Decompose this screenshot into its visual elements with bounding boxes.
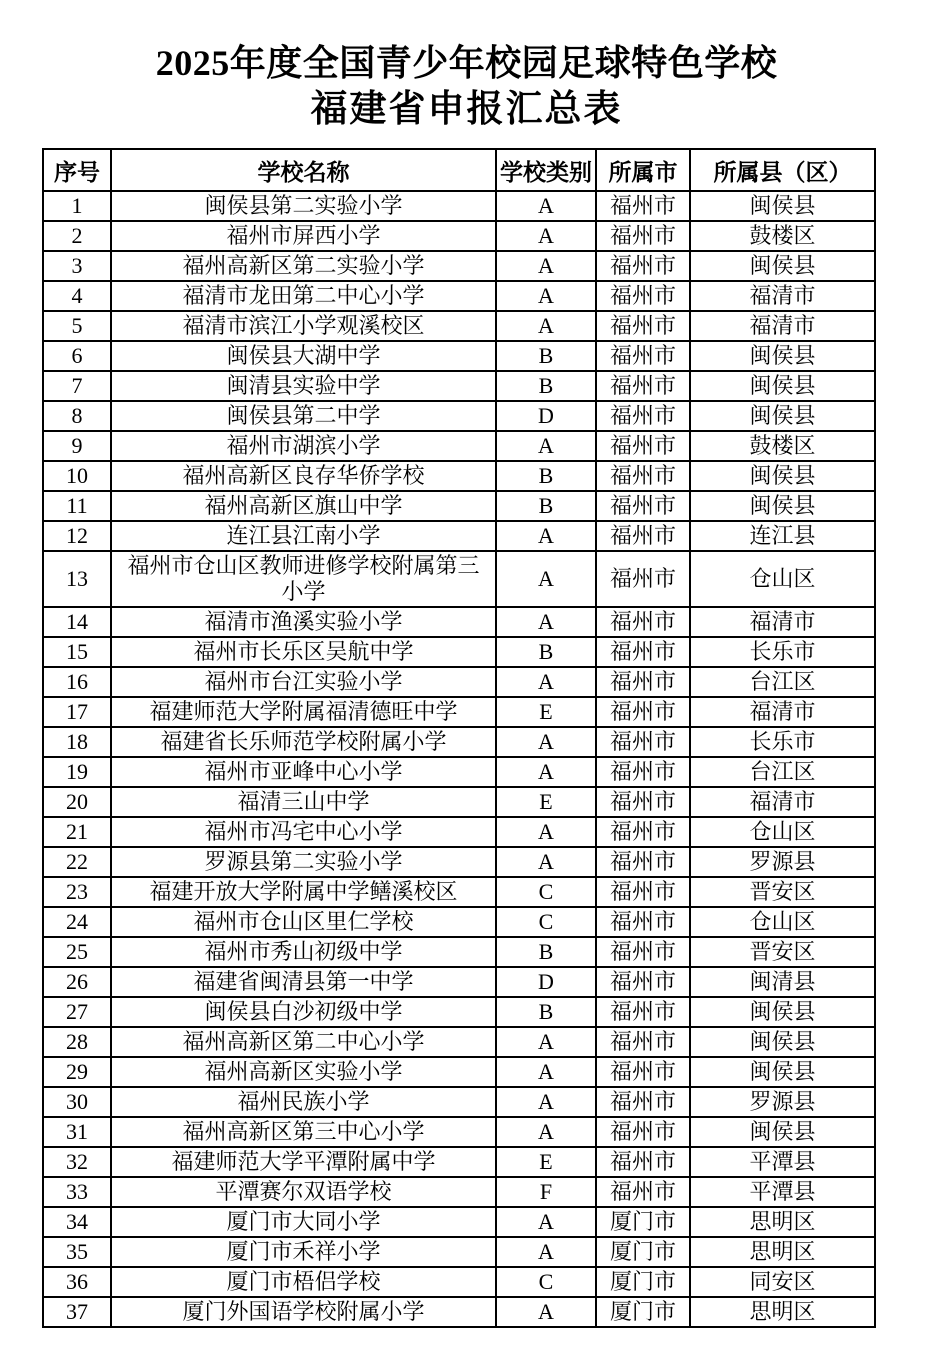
- school-county: 闽侯县: [690, 997, 875, 1027]
- school-county: 仓山区: [690, 907, 875, 937]
- school-category: A: [496, 551, 596, 607]
- school-county: 台江区: [690, 667, 875, 697]
- school-county: 闽侯县: [690, 1057, 875, 1087]
- table-row: [43, 1267, 875, 1297]
- school-category: A: [496, 1117, 596, 1147]
- school-city: 福州市: [596, 997, 690, 1027]
- school-city: 福州市: [596, 757, 690, 787]
- row-index: 7: [43, 371, 111, 401]
- school-county: 平潭县: [690, 1147, 875, 1177]
- row-index: 17: [43, 697, 111, 727]
- school-category: C: [496, 907, 596, 937]
- school-city: 厦门市: [596, 1297, 690, 1327]
- table-row: [43, 1297, 875, 1327]
- table-row: [43, 191, 875, 221]
- row-index: 22: [43, 847, 111, 877]
- row-index: 26: [43, 967, 111, 997]
- row-index: 2: [43, 221, 111, 251]
- school-category: A: [496, 251, 596, 281]
- row-index: 6: [43, 341, 111, 371]
- table-row: [43, 491, 875, 521]
- school-name: 福州高新区良存华侨学校: [111, 461, 496, 491]
- school-name: 闽侯县第二实验小学: [111, 191, 496, 221]
- school-name: 福州市湖滨小学: [111, 431, 496, 461]
- header-row: [43, 149, 875, 191]
- table-row: [43, 667, 875, 697]
- row-index: 29: [43, 1057, 111, 1087]
- school-category: A: [496, 1087, 596, 1117]
- table-row: [43, 1237, 875, 1267]
- school-county: 鼓楼区: [690, 221, 875, 251]
- row-index: 36: [43, 1267, 111, 1297]
- school-category: A: [496, 221, 596, 251]
- table-body: [43, 191, 875, 1327]
- table-row: [43, 697, 875, 727]
- school-category: A: [496, 1027, 596, 1057]
- table-row: [43, 281, 875, 311]
- school-city: 福州市: [596, 1027, 690, 1057]
- table-row: [43, 1177, 875, 1207]
- school-category: A: [496, 191, 596, 221]
- table-row: [43, 401, 875, 431]
- school-city: 厦门市: [596, 1237, 690, 1267]
- school-city: 福州市: [596, 937, 690, 967]
- school-category: A: [496, 1057, 596, 1087]
- row-index: 4: [43, 281, 111, 311]
- row-index: 31: [43, 1117, 111, 1147]
- row-index: 27: [43, 997, 111, 1027]
- table-row: [43, 1057, 875, 1087]
- school-city: 福州市: [596, 191, 690, 221]
- row-index: 25: [43, 937, 111, 967]
- school-category: A: [496, 521, 596, 551]
- table-row: [43, 551, 875, 607]
- row-index: 12: [43, 521, 111, 551]
- page-title: [0, 0, 933, 134]
- school-county: 闽清县: [690, 967, 875, 997]
- school-category: D: [496, 967, 596, 997]
- school-county: 闽侯县: [690, 491, 875, 521]
- school-category: B: [496, 461, 596, 491]
- school-name: 福清三山中学: [111, 787, 496, 817]
- school-name: 福州高新区实验小学: [111, 1057, 496, 1087]
- school-category: A: [496, 1207, 596, 1237]
- table-row: [43, 607, 875, 637]
- school-category: E: [496, 697, 596, 727]
- school-county: 福清市: [690, 697, 875, 727]
- school-county: 思明区: [690, 1237, 875, 1267]
- school-city: 福州市: [596, 907, 690, 937]
- school-name: 福州市屏西小学: [111, 221, 496, 251]
- school-city: 福州市: [596, 461, 690, 491]
- school-name: 罗源县第二实验小学: [111, 847, 496, 877]
- title-line-1: 2025年度全国青少年校园足球特色学校: [155, 43, 778, 83]
- school-county: 同安区: [690, 1267, 875, 1297]
- school-city: 福州市: [596, 281, 690, 311]
- school-category: A: [496, 607, 596, 637]
- table-row: [43, 757, 875, 787]
- table-row: [43, 817, 875, 847]
- school-city: 福州市: [596, 491, 690, 521]
- school-name: 福州高新区第二实验小学: [111, 251, 496, 281]
- school-name: 福建省闽清县第一中学: [111, 967, 496, 997]
- school-name: 福州高新区第三中心小学: [111, 1117, 496, 1147]
- school-category: A: [496, 431, 596, 461]
- row-index: 30: [43, 1087, 111, 1117]
- school-city: 福州市: [596, 521, 690, 551]
- school-city: 福州市: [596, 401, 690, 431]
- school-name: 福州市仓山区教师进修学校附属第三小学: [111, 551, 496, 607]
- header-city: 所属市: [596, 149, 690, 191]
- school-name: 闽侯县第二中学: [111, 401, 496, 431]
- school-name: 福清市龙田第二中心小学: [111, 281, 496, 311]
- school-county: 福清市: [690, 787, 875, 817]
- school-name: 福州市台江实验小学: [111, 667, 496, 697]
- row-index: 23: [43, 877, 111, 907]
- school-county: 罗源县: [690, 1087, 875, 1117]
- school-county: 仓山区: [690, 551, 875, 607]
- school-city: 福州市: [596, 311, 690, 341]
- school-name: 福州市亚峰中心小学: [111, 757, 496, 787]
- school-city: 福州市: [596, 551, 690, 607]
- school-category: B: [496, 997, 596, 1027]
- row-index: 15: [43, 637, 111, 667]
- school-name: 福建师范大学平潭附属中学: [111, 1147, 496, 1177]
- table-row: [43, 251, 875, 281]
- school-category: B: [496, 491, 596, 521]
- school-county: 长乐市: [690, 637, 875, 667]
- school-name: 福建省长乐师范学校附属小学: [111, 727, 496, 757]
- school-name: 福清市渔溪实验小学: [111, 607, 496, 637]
- school-county: 闽侯县: [690, 1117, 875, 1147]
- table-row: [43, 1147, 875, 1177]
- school-city: 福州市: [596, 607, 690, 637]
- row-index: 10: [43, 461, 111, 491]
- school-category: A: [496, 281, 596, 311]
- row-index: 5: [43, 311, 111, 341]
- row-index: 24: [43, 907, 111, 937]
- header-school-name: 学校名称: [111, 149, 496, 191]
- school-name: 福州高新区旗山中学: [111, 491, 496, 521]
- row-index: 14: [43, 607, 111, 637]
- table-row: [43, 1087, 875, 1117]
- school-category: B: [496, 937, 596, 967]
- school-county: 闽侯县: [690, 251, 875, 281]
- school-category: A: [496, 757, 596, 787]
- school-category: B: [496, 637, 596, 667]
- school-category: C: [496, 877, 596, 907]
- school-city: 福州市: [596, 341, 690, 371]
- school-county: 平潭县: [690, 1177, 875, 1207]
- school-category: A: [496, 817, 596, 847]
- school-name: 闽侯县大湖中学: [111, 341, 496, 371]
- table-row: [43, 847, 875, 877]
- school-name: 厦门市大同小学: [111, 1207, 496, 1237]
- table-row: [43, 461, 875, 491]
- header-no: 序号: [43, 149, 111, 191]
- school-city: 福州市: [596, 371, 690, 401]
- school-city: 福州市: [596, 847, 690, 877]
- row-index: 34: [43, 1207, 111, 1237]
- table-row: [43, 221, 875, 251]
- table-row: [43, 431, 875, 461]
- school-city: 福州市: [596, 1057, 690, 1087]
- school-city: 福州市: [596, 637, 690, 667]
- school-county: 思明区: [690, 1297, 875, 1327]
- school-category: A: [496, 727, 596, 757]
- table-row: [43, 311, 875, 341]
- school-city: 福州市: [596, 787, 690, 817]
- table-row: [43, 637, 875, 667]
- school-name: 连江县江南小学: [111, 521, 496, 551]
- school-name: 福清市滨江小学观溪校区: [111, 311, 496, 341]
- table-row: [43, 907, 875, 937]
- row-index: 18: [43, 727, 111, 757]
- school-name: 福州高新区第二中心小学: [111, 1027, 496, 1057]
- school-name: 福州市仓山区里仁学校: [111, 907, 496, 937]
- school-county: 闽侯县: [690, 341, 875, 371]
- school-category: C: [496, 1267, 596, 1297]
- school-category: E: [496, 1147, 596, 1177]
- school-name: 福建师范大学附属福清德旺中学: [111, 697, 496, 727]
- school-county: 福清市: [690, 281, 875, 311]
- school-county: 台江区: [690, 757, 875, 787]
- school-name: 福州市冯宅中心小学: [111, 817, 496, 847]
- table-header: [43, 149, 875, 191]
- school-city: 福州市: [596, 1087, 690, 1117]
- school-county: 仓山区: [690, 817, 875, 847]
- school-city: 福州市: [596, 431, 690, 461]
- school-county: 长乐市: [690, 727, 875, 757]
- row-index: 11: [43, 491, 111, 521]
- school-category: D: [496, 401, 596, 431]
- school-name: 闽侯县白沙初级中学: [111, 997, 496, 1027]
- school-city: 福州市: [596, 1147, 690, 1177]
- school-category: E: [496, 787, 596, 817]
- school-county: 闽侯县: [690, 371, 875, 401]
- table-row: [43, 1207, 875, 1237]
- school-city: 福州市: [596, 1117, 690, 1147]
- table-row: [43, 1027, 875, 1057]
- school-name: 福建开放大学附属中学鳝溪校区: [111, 877, 496, 907]
- table-row: [43, 997, 875, 1027]
- school-city: 厦门市: [596, 1207, 690, 1237]
- school-category: A: [496, 311, 596, 341]
- school-name: 福州市秀山初级中学: [111, 937, 496, 967]
- school-name: 福州市长乐区吴航中学: [111, 637, 496, 667]
- school-name: 闽清县实验中学: [111, 371, 496, 401]
- row-index: 37: [43, 1297, 111, 1327]
- row-index: 16: [43, 667, 111, 697]
- school-county: 福清市: [690, 607, 875, 637]
- row-index: 8: [43, 401, 111, 431]
- row-index: 3: [43, 251, 111, 281]
- school-city: 福州市: [596, 251, 690, 281]
- table-row: [43, 341, 875, 371]
- row-index: 13: [43, 551, 111, 607]
- schools-table: [42, 148, 876, 1328]
- school-category: F: [496, 1177, 596, 1207]
- school-county: 福清市: [690, 311, 875, 341]
- header-county: 所属县（区）: [690, 149, 875, 191]
- school-category: B: [496, 341, 596, 371]
- school-county: 连江县: [690, 521, 875, 551]
- row-index: 28: [43, 1027, 111, 1057]
- school-city: 福州市: [596, 697, 690, 727]
- table-row: [43, 967, 875, 997]
- school-county: 思明区: [690, 1207, 875, 1237]
- row-index: 1: [43, 191, 111, 221]
- school-county: 晋安区: [690, 877, 875, 907]
- school-name: 福州民族小学: [111, 1087, 496, 1117]
- table-row: [43, 727, 875, 757]
- school-county: 鼓楼区: [690, 431, 875, 461]
- school-county: 闽侯县: [690, 1027, 875, 1057]
- school-category: B: [496, 371, 596, 401]
- school-city: 福州市: [596, 817, 690, 847]
- row-index: 35: [43, 1237, 111, 1267]
- table-row: [43, 937, 875, 967]
- school-city: 福州市: [596, 1177, 690, 1207]
- school-county: 闽侯县: [690, 401, 875, 431]
- school-city: 厦门市: [596, 1267, 690, 1297]
- school-name: 厦门市梧侣学校: [111, 1267, 496, 1297]
- school-city: 福州市: [596, 221, 690, 251]
- school-city: 福州市: [596, 877, 690, 907]
- school-category: A: [496, 1297, 596, 1327]
- table-row: [43, 371, 875, 401]
- row-index: 32: [43, 1147, 111, 1177]
- table-row: [43, 521, 875, 551]
- row-index: 19: [43, 757, 111, 787]
- table-row: [43, 877, 875, 907]
- school-name: 厦门外国语学校附属小学: [111, 1297, 496, 1327]
- row-index: 9: [43, 431, 111, 461]
- school-city: 福州市: [596, 967, 690, 997]
- school-category: A: [496, 667, 596, 697]
- title-line-2: 福建省申报汇总表: [310, 89, 623, 130]
- row-index: 21: [43, 817, 111, 847]
- school-name: 厦门市禾祥小学: [111, 1237, 496, 1267]
- school-category: A: [496, 847, 596, 877]
- school-county: 闽侯县: [690, 191, 875, 221]
- school-city: 福州市: [596, 667, 690, 697]
- school-category: A: [496, 1237, 596, 1267]
- row-index: 20: [43, 787, 111, 817]
- table-row: [43, 787, 875, 817]
- school-name: 平潭赛尔双语学校: [111, 1177, 496, 1207]
- header-school-category: 学校类别: [496, 149, 596, 191]
- school-county: 闽侯县: [690, 461, 875, 491]
- school-county: 晋安区: [690, 937, 875, 967]
- school-county: 罗源县: [690, 847, 875, 877]
- table-row: [43, 1117, 875, 1147]
- row-index: 33: [43, 1177, 111, 1207]
- school-city: 福州市: [596, 727, 690, 757]
